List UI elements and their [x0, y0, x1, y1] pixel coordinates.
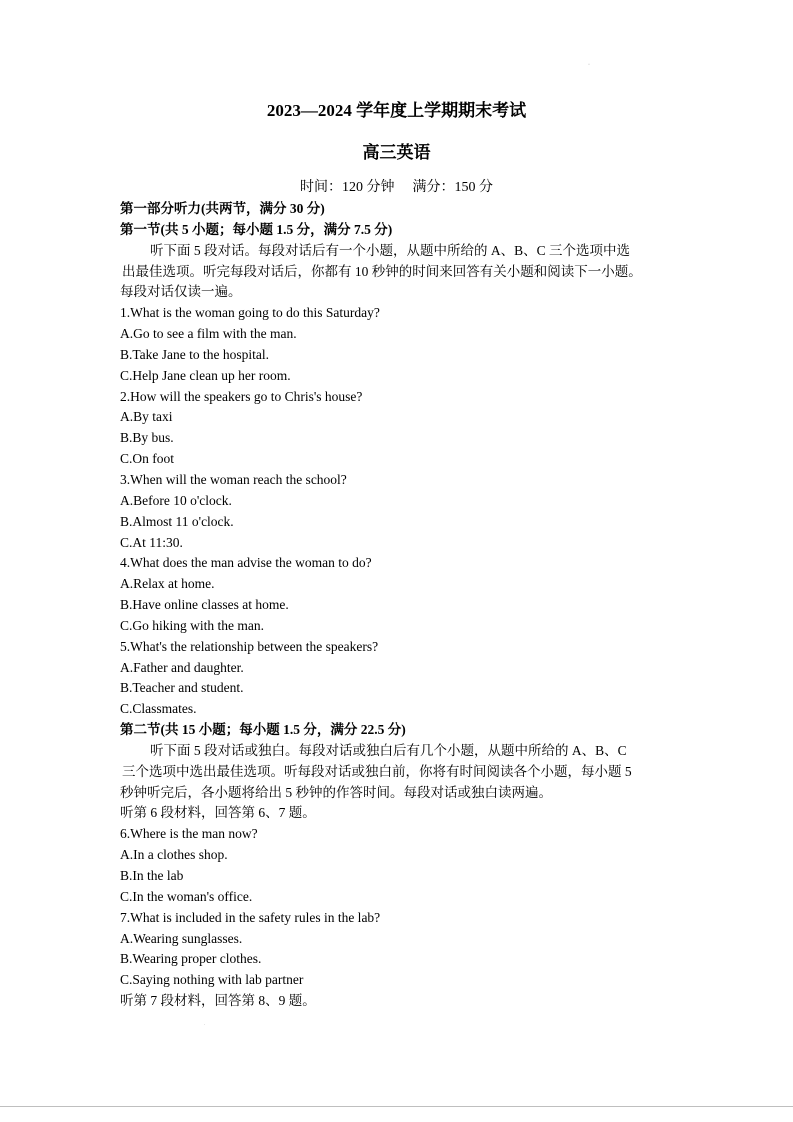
- exam-content: [120, 199, 680, 1012]
- page-bottom-divider: [0, 1106, 793, 1107]
- option-3b: B.Almost 11 o'clock.: [120, 513, 234, 529]
- material-7-note: 听第 7 段材料，回答第 8、9 题。: [120, 993, 316, 1009]
- option-3c: C.At 11:30.: [120, 534, 183, 550]
- question-3: 3.When will the woman reach the school?: [120, 471, 347, 487]
- exam-meta: [0, 178, 793, 198]
- section1-heading: 第一节(共 5 小题；每小题 1.5 分，满分 7.5 分): [120, 221, 393, 237]
- section1-instruction-line: 出最佳选项。听完每段对话后，你都有 10 秒钟的时间来回答有关小题和阅读下一小题。: [122, 263, 642, 279]
- section1-instruction-line: 听下面 5 段对话。每段对话后有一个小题，从题中所给的 A、B、C 三个选项中选: [150, 242, 631, 258]
- option-2a: A.By taxi: [120, 409, 173, 425]
- option-1a: A.Go to see a film with the man.: [120, 326, 297, 342]
- corner-mark: ·: [588, 62, 590, 68]
- footer-dot: .: [204, 1022, 206, 1027]
- option-4b: B.Have online classes at home.: [120, 597, 289, 613]
- option-5c: C.Classmates.: [120, 701, 197, 717]
- section1-instruction-line: 每段对话仅读一遍。: [120, 284, 242, 300]
- option-1b: B.Take Jane to the hospital.: [120, 346, 270, 362]
- question-4: 4.What does the man advise the woman to do?: [120, 555, 372, 571]
- question-1: 1.What is the woman going to do this Saturday?: [120, 305, 380, 321]
- section2-heading: 第二节(共 15 小题；每小题 1.5 分，满分 22.5 分): [120, 722, 406, 738]
- section2-instruction-line: 听下面 5 段对话或独白。每段对话或独白后有几个小题，从题中所给的 A、B、C: [150, 742, 627, 758]
- option-7b: B.Wearing proper clothes.: [120, 951, 262, 967]
- option-5b: B.Teacher and student.: [120, 680, 244, 696]
- option-3a: A.Before 10 o'clock.: [120, 492, 232, 508]
- exam-time: 时间：120 分钟: [300, 180, 395, 195]
- question-5: 5.What's the relationship between the speakers?: [120, 638, 379, 654]
- option-4c: C.Go hiking with the man.: [120, 617, 264, 633]
- option-4a: A.Relax at home.: [120, 576, 215, 592]
- part1-heading: 第一部分听力(共两节，满分 30 分): [120, 201, 325, 216]
- option-7a: A.Wearing sunglasses.: [120, 930, 243, 946]
- option-5a: A.Father and daughter.: [120, 659, 244, 675]
- option-6b: B.In the lab: [120, 868, 184, 883]
- question-6: 6.Where is the man now?: [120, 826, 258, 842]
- exam-title: 2023—2024 学年度上学期期末考试: [266, 101, 527, 120]
- exam-subtitle: 高三英语: [362, 143, 431, 162]
- option-2b: B.By bus.: [120, 430, 174, 446]
- question-2: 2.How will the speakers go to Chris's house?: [120, 388, 363, 404]
- section2-instruction-line: 三个选项中选出最佳选项。听每段对话或独白前，你将有时间阅读各个小题，每小题 5: [122, 763, 632, 779]
- material-6-note: 听第 6 段材料，回答第 6、7 题。: [120, 805, 316, 821]
- option-6a: A.In a clothes shop.: [120, 847, 228, 863]
- section2-instruction-line: 秒钟听完后，各小题将给出 5 秒钟的作答时间。每段对话或独白读两遍。: [120, 784, 552, 800]
- option-7c: C.Saying nothing with lab partner: [120, 972, 304, 988]
- exam-score: 满分：150 分: [412, 180, 493, 195]
- option-6c: C.In the woman's office.: [120, 888, 253, 904]
- option-2c: C.On foot: [120, 451, 174, 467]
- question-7: 7.What is included in the safety rules in the lab?: [120, 909, 381, 925]
- option-1c: C.Help Jane clean up her room.: [120, 367, 291, 383]
